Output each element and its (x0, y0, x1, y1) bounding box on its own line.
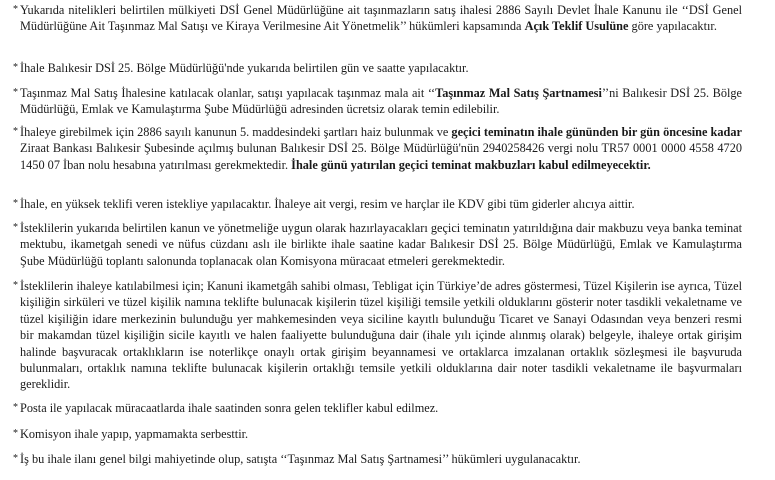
item-bold-text: Açık Teklif Usulüne (524, 19, 629, 34)
item-text: İhaleye girebilmek için 2886 sayılı kanunun 5. maddesindeki şartları haiz bulunmak ve (20, 125, 452, 139)
bullet-marker: * (13, 428, 18, 439)
bullet-marker: * (13, 402, 18, 413)
notice-item-1 (13, 2, 742, 35)
bullet-marker: * (13, 222, 18, 233)
item-text: İş bu ihale ilanı genel bilgi mahiyetinde olup, satışta ‘‘Taşınmaz Mal Satış Şartnamesi’’ hükümleri uygulanacaktır. (20, 452, 581, 466)
item-text: İhale, en yüksek teklifi veren istekliye yapılacaktır. İhaleye ait vergi, resim ve harçlar ile KDV gibi tüm giderler alıcıya aittir. (20, 197, 635, 211)
item-text: Taşınmaz Mal Satış İhalesine katılacak olanlar, satışı yapılacak taşınmaz mala ait ‘‘ (20, 86, 436, 100)
notice-item-9 (13, 426, 742, 442)
notice-item-4 (13, 124, 742, 173)
notice-item-5 (13, 196, 742, 212)
item-text: İsteklilerin ihaleye katılabilmesi için; Kanuni ikametgâh sahibi olması, Tebligat için Türkiye’de adres göstermesi, Tüzel Kişilerin ise ayrıca, Tüzel kişiliğin sirküleri ve tüzel kişilik namına teklifte bulunacak kişilerin tüzel kişiliği temsile yetkili olduklarını gösterir noter tasdikli vekaletname ve tüzel kişiliğin idare merkezinin bulunduğu yer mahkemesinden veya siciline kayıtlı bulunduğu Ticaret ve Sanayi Odasından veya benzeri resmi bir makamdan tüzel kişiliğin sicile kayıtlı ve halen faaliyette bulunduğuna dair (ihale yılı içinde alınmış olarak) belgeyle, ihaleye ortak girişim halinde başvuracak ortaklıkların ise noterlikçe onaylı ortak girişim beyannamesi ve ortaklarca imzalanan ortaklık sözleşmesi ile başvuruda bulunmaları, ortaklık namına teklifte bulunacak kişilerin ortaklığı temsile yetkili olduklarına dair noter tasdikli vekaletname ile başvurmaları gereklidir. (20, 279, 742, 392)
item-text: İhale Balıkesir DSİ 25. Bölge Müdürlüğü'nde yukarıda belirtilen gün ve saatte yapılacaktır. (20, 61, 469, 75)
bullet-marker: * (13, 280, 18, 291)
item-bold-text: Taşınmaz Mal Satış Şartnamesi (435, 86, 602, 100)
bullet-marker: * (13, 453, 18, 464)
item-text: Ziraat Bankası Balıkesir Şubesinde açılmış bulunan Balıkesir DSİ 25. Bölge Müdürlüğü'nün 2940258426 vergi nolu TR57 0001 0000 4558 4720 1450 07 İban nolu hesabına yatırılması gerekmektedir. (20, 141, 742, 172)
notice-item-6 (13, 220, 742, 269)
bullet-marker: * (13, 87, 18, 98)
item-text: Komisyon ihale yapıp, yapmamakta serbesttir. (20, 427, 249, 441)
item-text: Posta ile yapılacak müracaatlarda ihale saatinden sonra gelen teklifler kabul edilmez. (20, 401, 439, 415)
bullet-marker: * (13, 4, 18, 15)
notice-item-8 (13, 400, 742, 416)
notice-item-3 (13, 85, 742, 118)
notice-item-2 (13, 60, 742, 76)
item-bold-text: İhale günü yatırılan geçici teminat makbuzları kabul edilmeyecektir. (291, 157, 651, 172)
notice-item-7 (13, 278, 742, 393)
item-text: ’’ni Balıkesir DSİ 25. Bölge Müdürlüğü, Emlak ve Kamulaştırma Şube Müdürlüğü adresinden ücretsiz olarak temin edilebilir. (20, 86, 742, 117)
item-text: İsteklilerin yukarıda belirtilen kanun ve yönetmeliğe uygun olarak hazırlayacakları geçici teminatın yatırıldığına dair makbuzu veya banka teminat mektubu, ikametgah senedi ve nüfus cüzdanı aslı ile birlikte ihale saatine kadar Balıkesir DSİ 25. Bölge Müdürlüğü, Emlak ve Kamulaştırma Şube Müdürlüğü toplantı salonunda toplanacak olan Komisyona müracaat etmeleri gerekmektedir. (20, 221, 742, 268)
bullet-marker: * (13, 198, 18, 209)
notice-item-10 (13, 451, 742, 467)
bullet-marker: * (13, 62, 18, 73)
item-text: Yukarıda nitelikleri belirtilen mülkiyeti DSİ Genel Müdürlüğüne ait taşınmazların satış ihalesi 2886 Sayılı Devlet İhale Kanunu ile ‘‘DSİ Genel Müdürlüğüne Ait Taşınmaz Mal Satışı ve Kiraya Verilmesine Ait Yönetmelik’’ hükümleri kapsamında (20, 3, 742, 34)
item-bold-text: geçici teminatın ihale gününden bir gün öncesine kadar (451, 125, 742, 139)
bullet-marker: * (13, 126, 18, 137)
item-text: göre yapılacaktır. (628, 19, 717, 34)
